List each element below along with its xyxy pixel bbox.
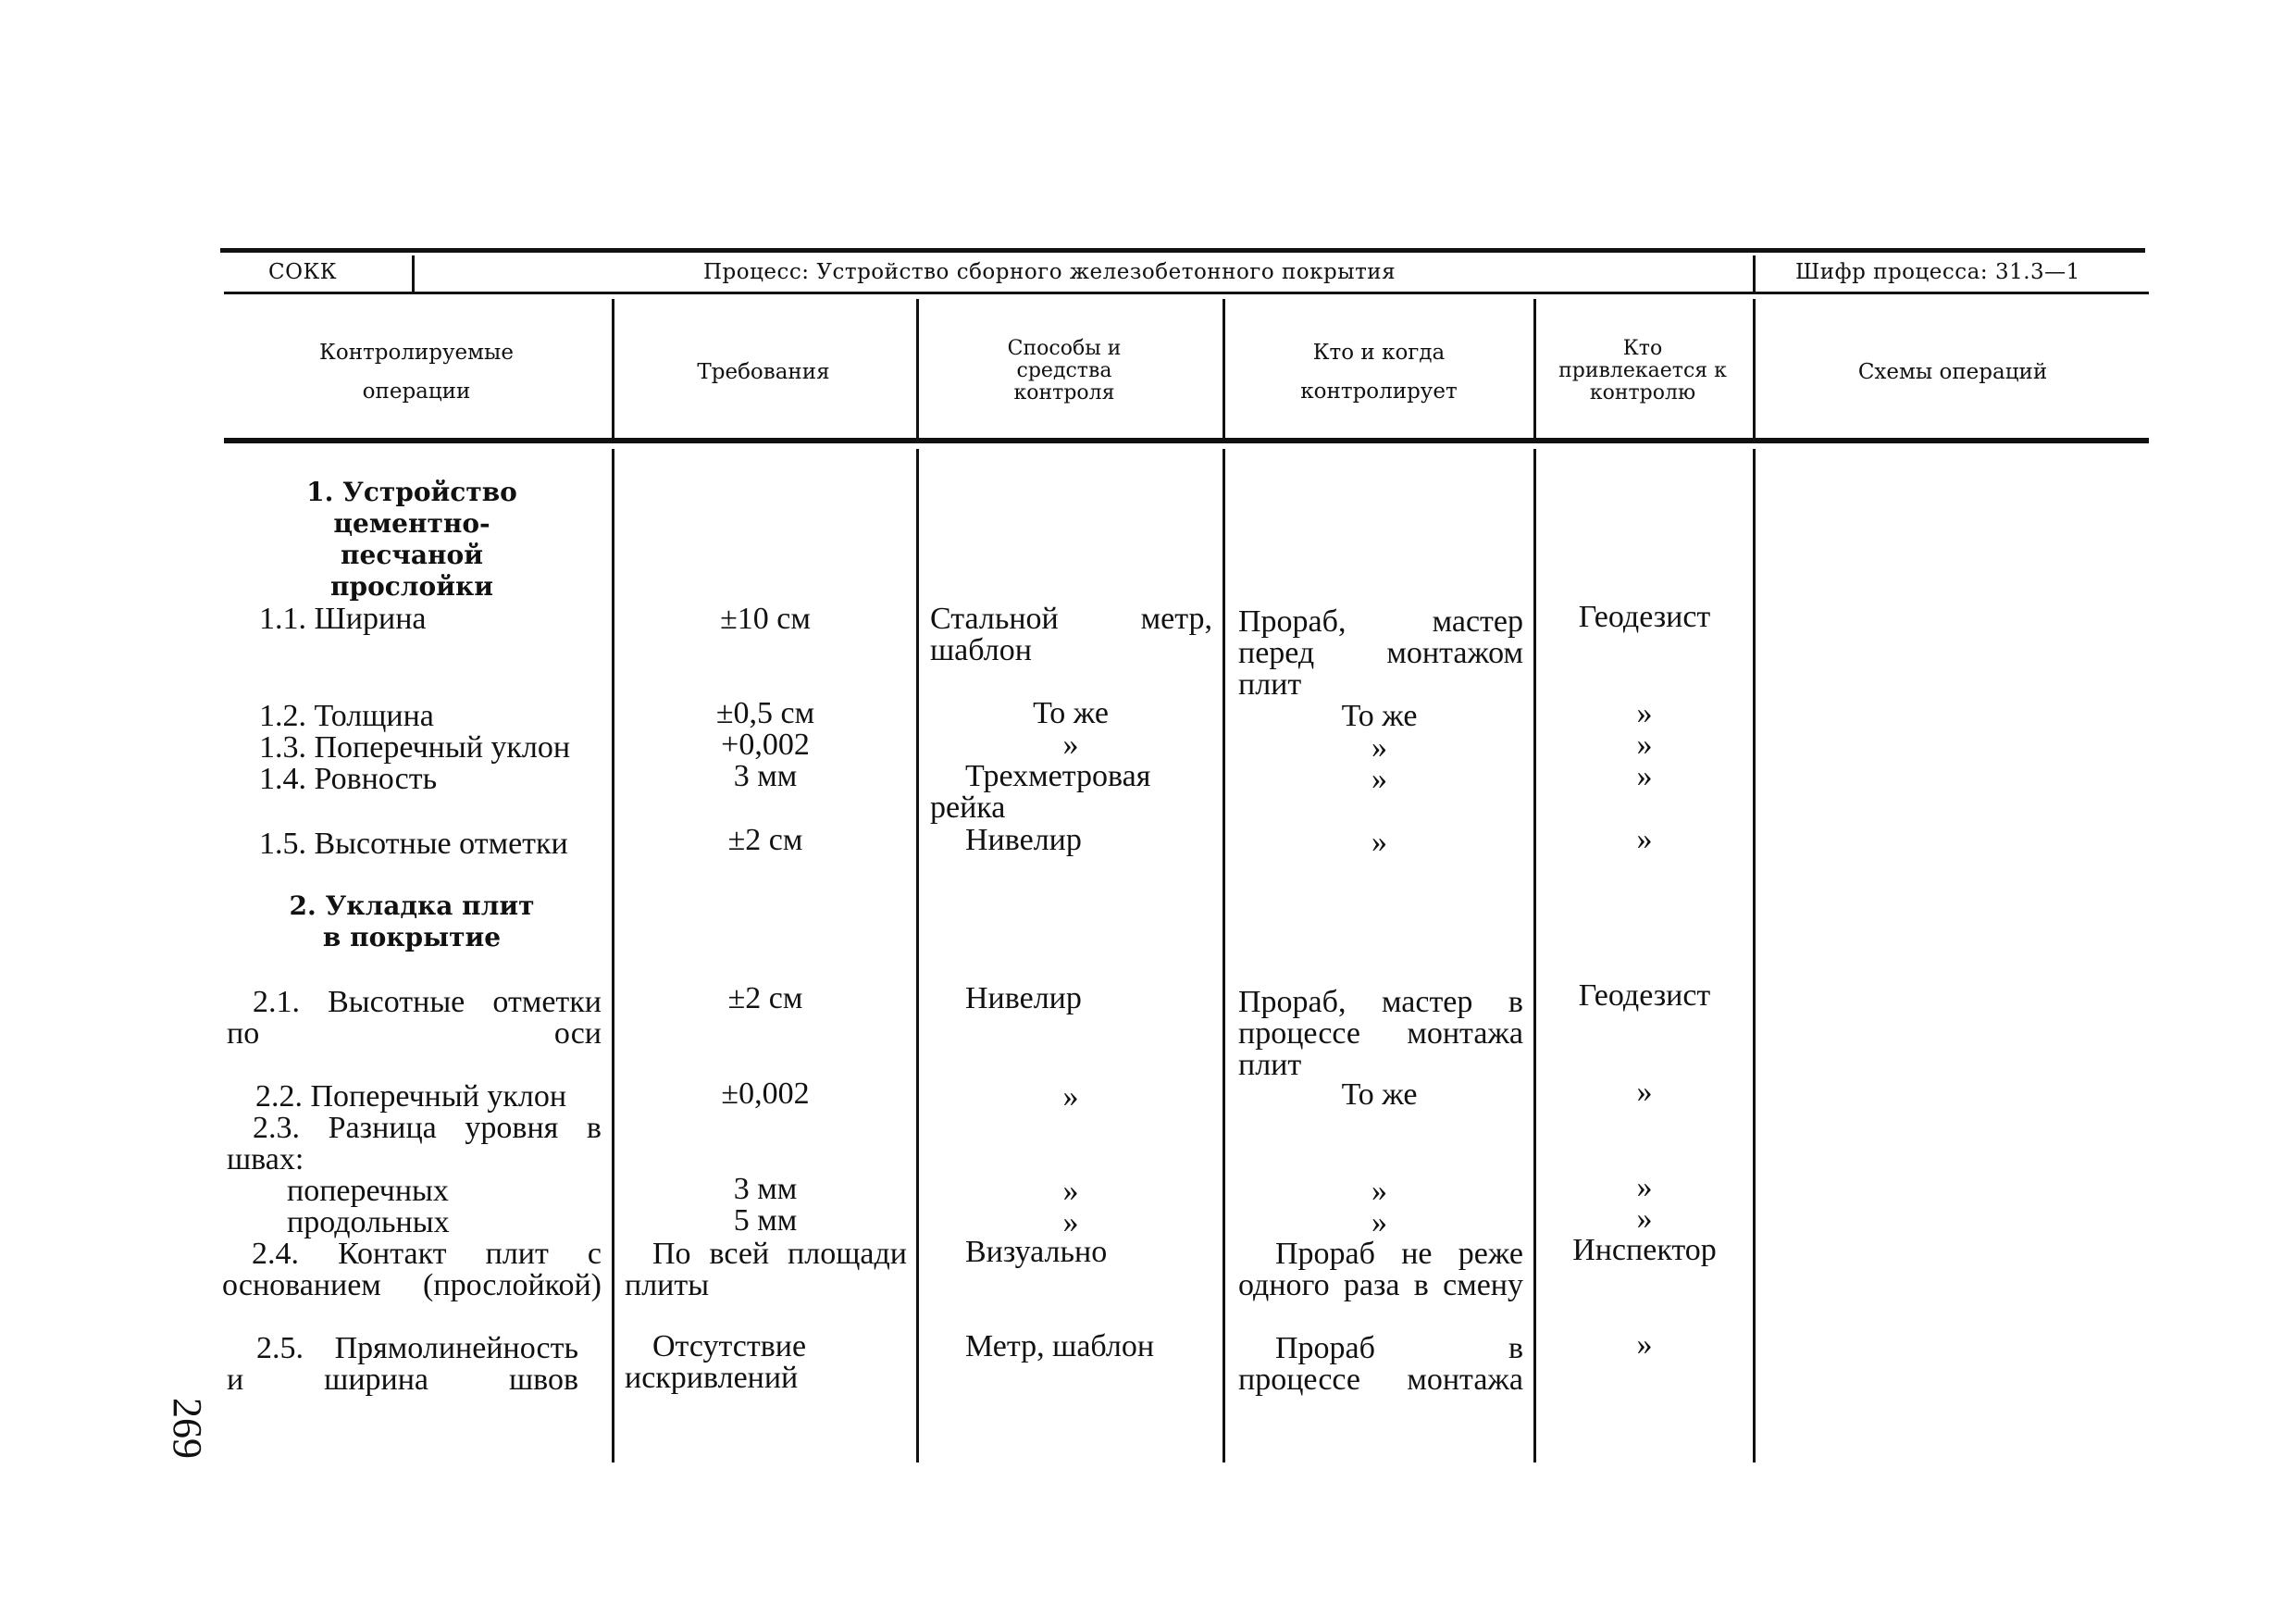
col-header-requirements: Требования bbox=[697, 360, 830, 384]
header-divider-2 bbox=[1753, 255, 1756, 292]
table-row-op: 1.2. Толщина bbox=[259, 699, 434, 733]
table-row-who: Прораб, мастер перед монтажом плит bbox=[1238, 604, 1523, 702]
table-row-who: То же bbox=[1341, 1077, 1418, 1112]
table-row-op: 2.5. Прямолинейность и ширина швов bbox=[227, 1331, 578, 1397]
section-2-title: 2. Укладка плит в покрытие bbox=[289, 890, 535, 952]
table-row-method: Стальной метр, шаблон bbox=[930, 602, 1212, 667]
table-row-involved: Геодезист bbox=[1578, 978, 1711, 1013]
table-row-who: » bbox=[1371, 730, 1387, 765]
table-row-req: Отсутствие искривлений bbox=[625, 1329, 807, 1395]
table-row-op: 1.5. Высотные отметки bbox=[259, 827, 568, 861]
table-row-method: Нивелир bbox=[965, 981, 1082, 1015]
table-row-op: 1.3. Поперечный уклон bbox=[259, 730, 571, 765]
table-row-op: 2.3. Разница уровня в швах: bbox=[227, 1111, 602, 1176]
table-row-op: продольных bbox=[287, 1205, 450, 1239]
table-row-method: » bbox=[1062, 1174, 1079, 1208]
table-row-method: » bbox=[1062, 728, 1079, 762]
table-row-who: Прораб, мастер в процессе монтажа плит bbox=[1238, 985, 1523, 1082]
table-row-who: » bbox=[1371, 1205, 1387, 1239]
table-row-req: 3 мм bbox=[733, 1172, 798, 1206]
body-divider-5 bbox=[1753, 449, 1756, 1462]
form-code: СОКК bbox=[268, 260, 338, 284]
table-row-involved: » bbox=[1636, 822, 1653, 856]
table-row-who: То же bbox=[1341, 699, 1418, 733]
table-row-method: Метр, шаблон bbox=[965, 1329, 1155, 1363]
table-row-involved: Инспектор bbox=[1572, 1233, 1717, 1267]
col-divider-3 bbox=[1222, 299, 1225, 438]
header-divider-1 bbox=[412, 255, 415, 292]
table-row-who: » bbox=[1371, 1174, 1387, 1208]
table-row-req: ±0,002 bbox=[721, 1077, 810, 1111]
table-row-req: ±2 см bbox=[727, 981, 803, 1015]
table-row-req: ±2 см bbox=[727, 823, 803, 857]
table-row-involved: » bbox=[1636, 1170, 1653, 1204]
table-row-op: 1.1. Ширина bbox=[259, 602, 427, 636]
col-header-schemes: Схемы операций bbox=[1857, 360, 2048, 384]
table-row-who: » bbox=[1371, 825, 1387, 859]
col-header-who-when: Кто и когда контролирует bbox=[1300, 341, 1458, 404]
table-row-involved: » bbox=[1636, 696, 1653, 730]
table-row-involved: » bbox=[1636, 1327, 1653, 1362]
top-rule bbox=[220, 248, 2145, 253]
body-divider-2 bbox=[916, 449, 919, 1462]
table-row-method: Трехметровая рейка bbox=[930, 759, 1151, 825]
table-row-who: Прораб в процессе монтажа bbox=[1238, 1331, 1523, 1397]
col-divider-5 bbox=[1753, 299, 1756, 438]
table-row-involved: » bbox=[1636, 728, 1653, 762]
table-row-method: Нивелир bbox=[965, 823, 1082, 857]
table-row-op: 2.4. Контакт плит с основанием (прослойкой) bbox=[222, 1237, 602, 1302]
table-row-op: 2.1. Высотные отметки по оси bbox=[227, 985, 602, 1051]
table-row-method: » bbox=[1062, 1205, 1079, 1239]
table-row-method: » bbox=[1062, 1079, 1079, 1114]
col-header-operations: Контролируемые операции bbox=[319, 341, 514, 404]
body-divider-1 bbox=[612, 449, 614, 1462]
col-header-methods: Способы и средства контроля bbox=[1007, 337, 1122, 404]
table-row-op: 1.4. Ровность bbox=[259, 762, 438, 796]
table-row-method: То же bbox=[1033, 696, 1109, 730]
column-header-bottom-rule bbox=[224, 438, 2149, 443]
table-row-req: 5 мм bbox=[733, 1203, 798, 1238]
table-row-req: +0,002 bbox=[721, 728, 810, 762]
table-row-method: Визуально bbox=[965, 1235, 1108, 1269]
table-row-op: поперечных bbox=[287, 1174, 449, 1208]
process-cipher: Шифр процесса: 31.3—1 bbox=[1795, 260, 2080, 284]
col-divider-1 bbox=[612, 299, 614, 438]
col-divider-4 bbox=[1533, 299, 1536, 438]
table-row-involved: » bbox=[1636, 1075, 1653, 1109]
table-row-req: По всей площади плиты bbox=[625, 1237, 907, 1302]
table-row-req: ±10 см bbox=[720, 602, 811, 636]
page-number: 269 bbox=[165, 1398, 210, 1459]
header-bottom-rule bbox=[224, 292, 2149, 294]
table-row-involved: » bbox=[1636, 759, 1653, 793]
table-row-involved: » bbox=[1636, 1201, 1653, 1236]
process-title: Процесс: Устройство сборного железобетонного покрытия bbox=[703, 260, 1396, 284]
col-divider-2 bbox=[916, 299, 919, 438]
table-row-who: » bbox=[1371, 762, 1387, 796]
table-row-who: Прораб не реже одного раза в смену bbox=[1238, 1237, 1523, 1302]
section-1-title: 1. Устройство цементно-песчаной прослойки bbox=[306, 477, 517, 602]
body-divider-3 bbox=[1222, 449, 1225, 1462]
col-header-involved: Кто привлекается к контролю bbox=[1558, 337, 1727, 404]
table-row-involved: Геодезист bbox=[1578, 600, 1711, 634]
table-row-op: 2.2. Поперечный уклон bbox=[255, 1079, 567, 1114]
table-row-req: ±0,5 см bbox=[715, 696, 815, 730]
table-row-req: 3 мм bbox=[733, 759, 798, 793]
